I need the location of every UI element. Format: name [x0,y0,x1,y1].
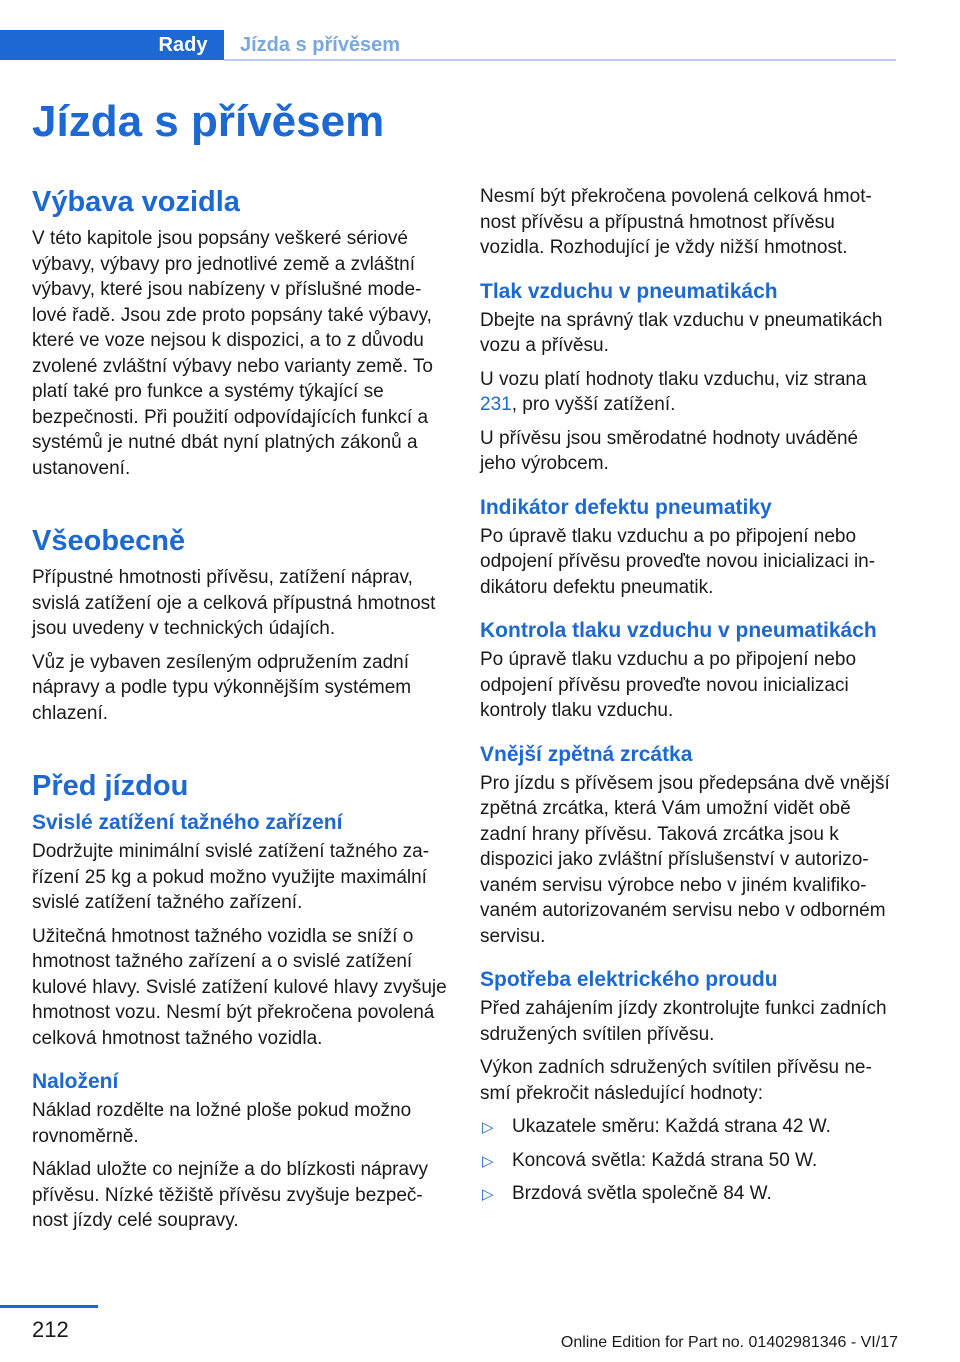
list-item-text: Brzdová světla společně 84 W. [512,1183,772,1204]
section-heading-vybava: Výbava vozidla [32,186,240,218]
section-heading-pred-jizdou: Před jízdou [32,770,189,802]
list-item [480,1148,896,1174]
paragraph: Po úpravě tlaku vzduchu a po připojení nebo odpojení přívěsu proveďte novou inicializaci kontroly tlaku vzduchu. [480,649,857,721]
list-item-text: Ukazatele směru: Každá strana 42 W. [512,1116,831,1137]
page-title: Jízda s přívěsem [32,97,385,146]
triangle-bullet-icon: ▷ [482,1119,494,1136]
paragraph: Užitečná hmotnost tažného vozidla se sníží o hmotnost tažného zařízení a o svislé zatížení kulové hlavy. Svislé zatížení kulové hlavy zvyšuje hmotnost vozu. Nesmí být překročena povolená celková hmotnost tažného vozidla. [32,925,447,1049]
triangle-bullet-icon: ▷ [482,1152,494,1170]
breadcrumb[interactable]: Jízda s přívěsem [240,34,401,56]
paragraph: Nesmí být překročena povolená celková hmotnost přívěsu a přípustná hmotnost přívěsu vozidla. Rozhodující je vždy nižší hmotnost. [480,186,872,258]
list-item [480,1114,896,1140]
subsection-heading-tlak: Tlak vzduchu v pneumatikách [480,279,778,303]
header-accent-bar [0,30,142,60]
paragraph: Před zahájením jízdy zkontrolujte funkci zadních sdružených svítilen přívěsu. [480,998,887,1045]
text: , pro vyšší zatížení. [511,394,676,415]
subsection-heading-indikator: Indikátor defektu pneumatiky [480,495,772,519]
paragraph: Pro jízdu s přívěsem jsou předepsána dvě vnější zpětná zrcátka, která Vám umožní vidět obě zadní hrany přívěsu. Taková zrcátka jsou k dispozici jako zvláštní příslušenství v autorizovaném servisu výrobce nebo v jiném kvalifikovaném autorizovaném servisu nebo v odborném servisu. [480,772,890,947]
header-tab-rady[interactable]: Rady [142,30,224,60]
paragraph: Výkon zadních sdružených svítilen přívěsu nesmí překročit následující hodnoty: [480,1057,872,1104]
paragraph: Dbejte na správný tlak vzduchu v pneumatikách vozu a přívěsu. [480,309,883,356]
subsection-heading-kontrola: Kontrola tlaku vzduchu v pneumatikách [480,619,877,642]
section-heading-vseobecne: Všeobecně [32,525,186,557]
subsection-heading-zrcatka: Vnější zpětná zrcátka [480,742,693,766]
page-number: 212 [32,1317,69,1342]
paragraph: Dodržujte minimální svislé zatížení tažného zařízení 25 kg a pokud možno využijte maximální svislé zatížení tažného zařízení. [32,841,430,913]
paragraph: Po úpravě tlaku vzduchu a po připojení nebo odpojení přívěsu proveďte novou inicializaci indikátoru defektu pneumatik. [480,525,876,598]
paragraph: Náklad rozdělte na ložné ploše pokud možno rovnoměrně. [32,1100,412,1147]
paragraph: Přípustné hmotnosti přívěsu, zatížení náprav, svislá zatížení oje a celková přípustná hmotnost jsou uvedeny v technických údajích. [32,567,436,639]
text: U vozu platí hodnoty tlaku vzduchu, viz strana [480,368,867,390]
subsection-heading-nalozeni: Naložení [32,1070,119,1093]
footer-accent-line [0,1305,98,1308]
paragraph-with-link [480,367,896,418]
list-item-text: Koncová světla: Každá strana 50 W. [512,1149,818,1171]
footer-edition-text: Online Edition for Part no. 01402981346 - VI/17 [560,1334,898,1351]
paragraph: U přívěsu jsou směrodatné hodnoty uváděné jeho výrobcem. [480,427,859,474]
left-column [32,184,448,1242]
bullet-list [480,1114,896,1207]
page-link-231[interactable]: 231 [480,394,512,415]
paragraph: Náklad uložte co nejníže a do blízkosti nápravy přívěsu. Nízké těžiště přívěsu zvyšuje bezpečnost jízdy celé soupravy. [32,1159,429,1231]
header-divider [224,59,896,61]
subsection-heading-svisle: Svislé zatížení tažného zařízení [32,811,343,834]
triangle-bullet-icon: ▷ [482,1186,494,1203]
paragraph: Vůz je vybaven zesíleným odpružením zadní nápravy a podle typu výkonnějším systémem chlazení. [32,651,412,724]
list-item [480,1181,896,1207]
paragraph: V této kapitole jsou popsány veškeré sériové výbavy, výbavy pro jednotlivé země a zvláštní výbavy, které jsou nabízeny v příslušné modelové řadě. Jsou zde proto popsány také výbavy, které ve voze nejsou k dispozici, a to z důvodu zvolené zvláštní výbavy nebo varianty země. To platí také pro funkce a systémy týkající se bezpečnosti. Při použití odpovídajících funkcí a systémů je nutné dbát nyní platných zákonů a ustanovení. [32,228,433,479]
right-column [480,184,896,1215]
subsection-heading-spotreba: Spotřeba elektrického proudu [480,968,778,991]
